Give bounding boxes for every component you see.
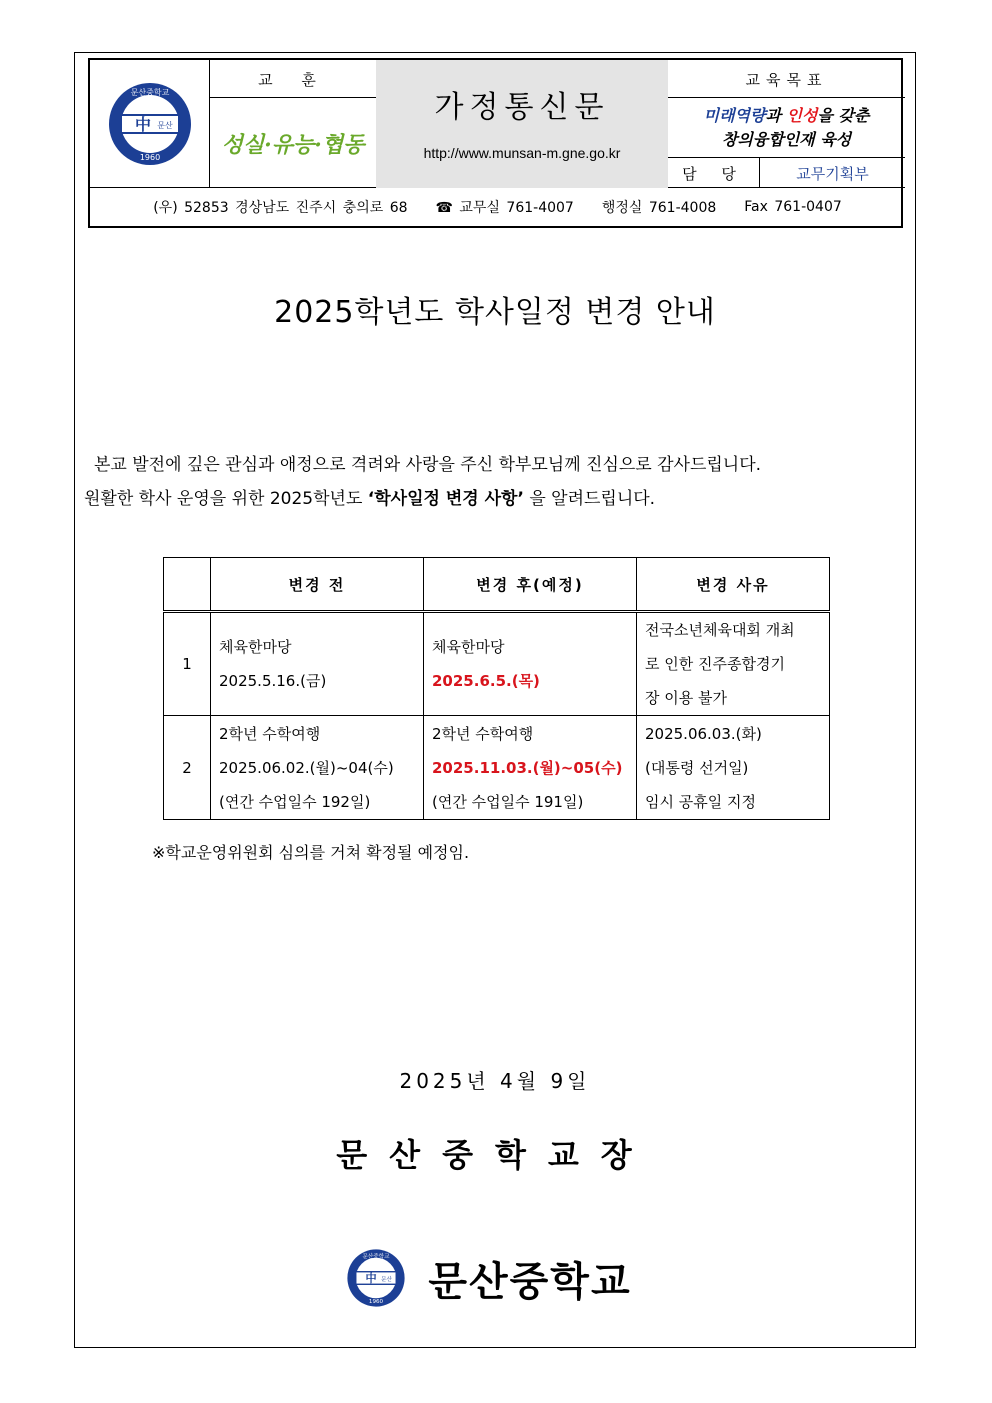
footer-school-name: 문산중학교 <box>428 1257 632 1305</box>
document-title: 2025학년도 학사일정 변경 안내 <box>274 295 716 330</box>
svg-text:中: 中 <box>134 115 152 134</box>
admin-phone: 행정실 761-4008 <box>601 200 717 216</box>
goal-part: 창의융합인재 육성 <box>721 130 852 149</box>
intro-text: 원활한 학사 운영을 위한 2025학년도 <box>84 489 368 509</box>
before-cell <box>211 716 424 820</box>
issue-date: 2025년 4월 9일 <box>399 1068 591 1093</box>
svg-text:문산: 문산 <box>381 1276 392 1283</box>
cell-line: (대통령 선거일) <box>645 758 749 777</box>
newsletter-title: 가정통신문 <box>434 90 610 125</box>
changed-date: 2025.6.5.(목) <box>432 672 540 690</box>
table-header-row <box>164 558 830 612</box>
table-row <box>164 716 830 820</box>
reason-cell <box>637 612 830 716</box>
svg-text:문산중학교: 문산중학교 <box>362 1253 390 1260</box>
intro-text: 을 알려드립니다. <box>523 489 656 509</box>
column-header: 변경 전 <box>211 558 424 612</box>
schedule-change-table <box>163 557 830 820</box>
cell-line: 2학년 수학여행 <box>432 724 534 743</box>
school-url[interactable]: http://www.munsan-m.gne.go.kr <box>423 145 621 161</box>
education-goal <box>668 98 905 158</box>
goal-part: 과 <box>765 106 787 125</box>
cell-line: 2025.5.16.(금) <box>219 672 327 690</box>
column-header: 변경 후(예정) <box>424 558 637 612</box>
department-value: 교무기획부 <box>796 164 869 183</box>
cell-line: 2025.06.02.(월)~04(수) <box>219 758 394 777</box>
cell-line: 임시 공휴일 지정 <box>645 792 756 811</box>
goal-part: 인성 <box>786 106 818 125</box>
svg-text:문산: 문산 <box>157 121 173 130</box>
cell-line: 장 이용 불가 <box>645 689 727 707</box>
table-row <box>164 612 830 716</box>
cell-line: 체육한마당 <box>432 638 505 656</box>
svg-text:1960: 1960 <box>139 153 161 162</box>
school-motto: 성실·유능·협동 <box>221 131 365 158</box>
cell-line: 2학년 수학여행 <box>219 724 321 743</box>
after-cell <box>424 612 637 716</box>
school-emblem <box>90 60 210 188</box>
goal-part: 을 갖춘 <box>817 106 870 125</box>
cell-line: 체육한마당 <box>219 638 292 656</box>
column-header <box>164 558 211 612</box>
footnote: ※학교운영위원회 심의를 거쳐 확정될 예정임. <box>152 843 470 862</box>
intro-highlight: ‘학사일정 변경 사항’ <box>367 489 524 509</box>
before-cell <box>211 612 424 716</box>
changed-date: 2025.11.03.(월)~05(수) <box>432 758 623 777</box>
postal-address: (우) 52853 경상남도 진주시 충의로 68 <box>153 200 408 216</box>
contact-line <box>90 188 905 226</box>
cell-line: (연간 수업일수 191일) <box>432 792 584 811</box>
intro-paragraph <box>84 448 914 516</box>
footer-emblem <box>346 1248 410 1312</box>
intro-line <box>84 482 914 516</box>
motto-label: 교 훈 <box>258 70 328 89</box>
cell-line: 로 인한 진주종합경기 <box>645 655 785 673</box>
svg-text:中: 中 <box>365 1272 377 1286</box>
cell-line: 전국소년체육대회 개최 <box>645 621 795 639</box>
letterhead <box>88 58 903 228</box>
svg-text:문산중학교: 문산중학교 <box>130 88 170 97</box>
cell-line: 2025.06.03.(화) <box>645 724 762 743</box>
goal-part: 미래역량 <box>703 106 766 125</box>
intro-line: 본교 발전에 깊은 관심과 애정으로 격려와 사랑을 주신 학부모님께 진심으로 감사드립니다. <box>94 455 762 475</box>
row-number: 2 <box>164 716 211 820</box>
svg-text:1960: 1960 <box>368 1299 384 1306</box>
cell-line: (연간 수업일수 192일) <box>219 792 371 811</box>
row-number: 1 <box>164 612 211 716</box>
reason-cell <box>637 716 830 820</box>
office-phone: ☎ 교무실 761-4007 <box>435 200 574 216</box>
after-cell <box>424 716 637 820</box>
fax-number: Fax 761-0407 <box>744 199 842 215</box>
goal-label: 교육목표 <box>745 70 828 89</box>
principal-signature: 문산중학교장 <box>336 1136 654 1174</box>
department-label: 담 당 <box>682 164 746 183</box>
column-header: 변경 사유 <box>637 558 830 612</box>
